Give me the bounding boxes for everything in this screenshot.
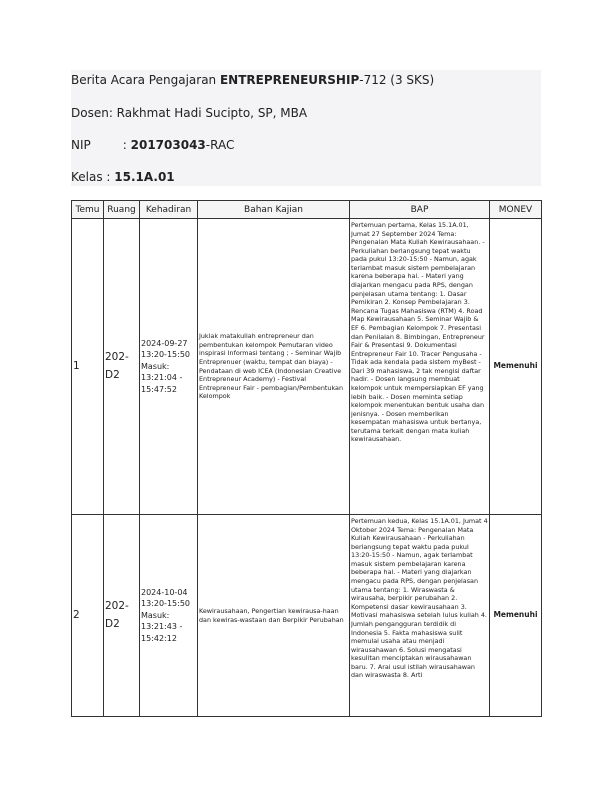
teaching-report-table: [71, 200, 542, 717]
nip-line: NIP : 201703043-RAC: [71, 138, 235, 152]
column-header-kehadiran: Kehadiran: [140, 201, 198, 219]
column-header-ruang: Ruang: [104, 201, 140, 219]
class-line: Kelas : 15.1A.01: [71, 170, 175, 184]
bahan-kajian-cell: Juklak matakuliah entrepreneur dan pembentukan kelompok Pemutaran video inspirasi Informasi tentang ; - Seminar Wajib Entreprenuer (waktu, tempat dan biaya) - Pendataan di web ICEA (Indonesian Creative Entrepreneur Academy) - Festival Entrepreneur Fair - pembagian/Pembentukan Kelompok: [198, 219, 350, 515]
bap-cell: Pertemuan kedua, Kelas 15.1A.01, Jumat 4 Oktober 2024 Tema: Pengenalan Mata Kuliah Kewirausahaan - Perkuliahan berlangsung tepat waktu pada pukul 13:20-15:50 - Namun, agak terlambat masuk sistem pembelajaran karena beberapa hal. - Materi yang diajarkan mengacu pada RPS, dengan penjelasan utama tentang: 1. Wiraswasta & wirausaha, berpikir perubahan 2. Kompetensi dasar kewirausahaan 3. Motivasi mahasiswa setelah lulus kuliah 4. Jumlah pengangguran terdidik di Indonesia 5. Fakta mahasiswa sulit memulai usaha atau menjadi wirausahawan 6. Solusi mengatasi kesulitan menciptakan wirausahawan baru. 7. Arai usul istilah wirausahawan dan wiraswasta 8. Arti: [350, 515, 490, 717]
monev-cell: Memenuhi: [490, 515, 542, 717]
temu-cell: 1: [72, 219, 104, 515]
column-header-bahan-kajian: Bahan Kajian: [198, 201, 350, 219]
column-header-monev: MONEV: [490, 201, 542, 219]
table-header-row: [72, 201, 542, 219]
document-title: Berita Acara Pengajaran ENTREPRENEURSHIP-712 (3 SKS): [71, 73, 435, 87]
temu-cell: 2: [72, 515, 104, 717]
ruang-cell: 202-D2: [104, 219, 140, 515]
column-header-bap: BAP: [350, 201, 490, 219]
bap-cell: Pertemuan pertama, Kelas 15.1A.01, Jumat 27 September 2024 Tema: Pengenalan Mata Kuliah Kewirausahaan. - Perkuliahan berlangsung tepat waktu pada pukul 13:20-15:50 - Namun, agak terlambat masuk sistem pembelajaran karena beberapa hal. - Materi yang diajarkan mengacu pada RPS, dengan penjelasan utama tentang: 1. Dasar Pemikiran 2. Konsep Pembelajaran 3. Rencana Tugas Mahasiswa (RTM) 4. Road Map Kewirausahaan 5. Seminar Wajib & EF 6. Pembagian Kelompok 7. Presentasi dan Penilaian 8. Bimbingan, Entrepreneur Fair & Presentasi 9. Dokumentasi Entrepreneur Fair 10. Tracer Pengusaha - Tidak ada kendala pada sistem myBest - Dari 39 mahasiswa, 2 tak mengisi daftar hadir. - Dosen langsung membuat kelompok untuk mempersiapkan EF yang lebih baik. - Dosen meminta setiap kelompok menentukan bentuk usaha dan jenisnya. - Dosen memberikan kesempatan mahasiswa untuk bertanya, terutama terkait dengan mata kuliah kewirausahaan.: [350, 219, 490, 515]
lecturer-line: Dosen: Rakhmat Hadi Sucipto, SP, MBA: [71, 106, 308, 120]
kehadiran-cell: 2024-09-27 13:20-15:50 Masuk: 13:21:04 - 15:47:52: [140, 219, 198, 515]
class-code: 15.1A.01: [114, 170, 175, 184]
nip-number: 201703043: [130, 138, 206, 152]
course-name: ENTREPRENEURSHIP: [219, 73, 360, 87]
table-row: [72, 515, 542, 717]
kehadiran-cell: 2024-10-04 13:20-15:50 Masuk: 13:21:43 - 15:42:12: [140, 515, 198, 717]
column-header-temu: Temu: [72, 201, 104, 219]
table-row: [72, 219, 542, 515]
bahan-kajian-cell: Kewirausahaan, Pengertian kewirausa-haan dan kewiras-wastaan dan Berpikir Perubahan: [198, 515, 350, 717]
monev-cell: Memenuhi: [490, 219, 542, 515]
ruang-cell: 202-D2: [104, 515, 140, 717]
document-header: [71, 70, 541, 186]
